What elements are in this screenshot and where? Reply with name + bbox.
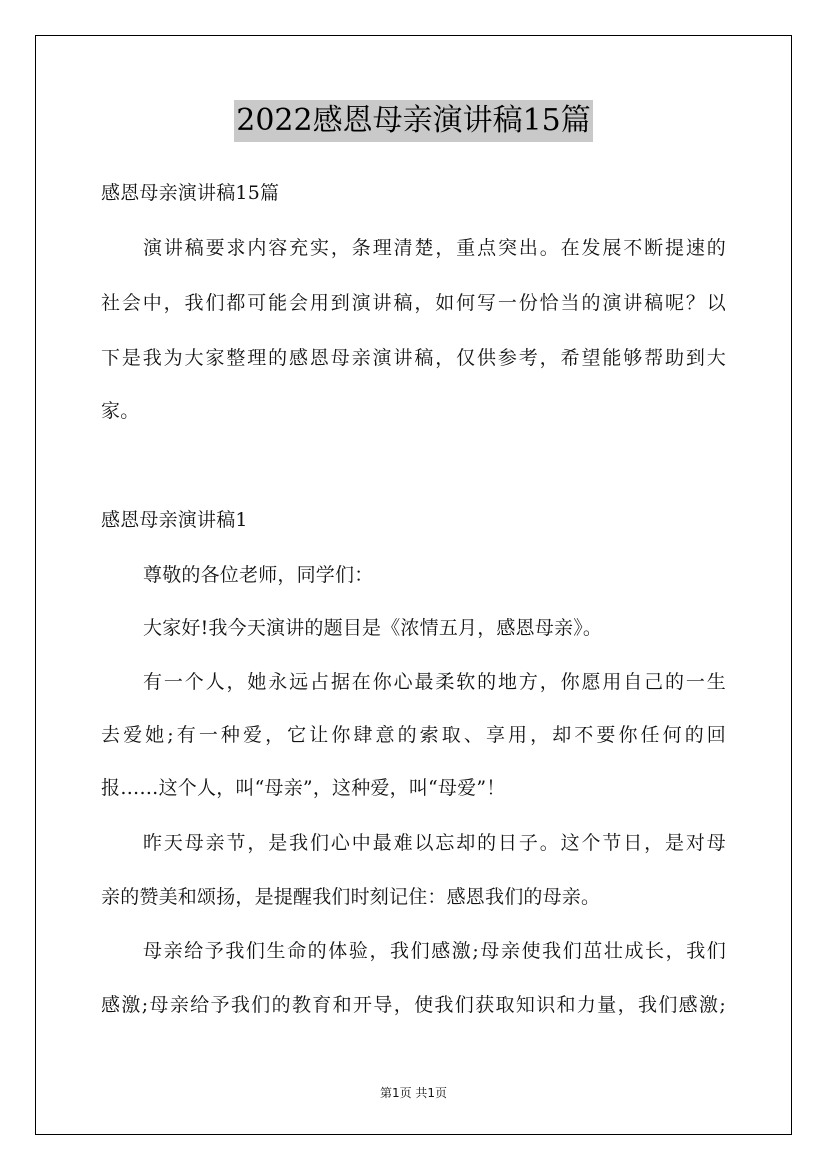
section-heading: 感恩母亲演讲稿1 (101, 509, 248, 531)
paragraph-line: 感激;母亲给予我们的教育和开导，使我们获取知识和力量，我们感激; (101, 994, 726, 1016)
paragraph-line: 亲的赞美和颂扬，是提醒我们时刻记住：感恩我们的母亲。 (101, 886, 601, 908)
intro-line: 演讲稿要求内容充实，条理清楚，重点突出。在发展不断提速的 (143, 237, 726, 259)
document-title: 2022感恩母亲演讲稿15篇 (234, 100, 593, 142)
title-wrap (0, 100, 827, 142)
paragraph-line: 有一个人，她永远占据在你心最柔软的地方，你愿用自己的一生 (143, 671, 726, 693)
hello-line: 大家好!我今天演讲的题目是《浓情五月，感恩母亲》。 (143, 617, 603, 639)
subtitle: 感恩母亲演讲稿15篇 (101, 182, 280, 204)
paragraph-line: 去爱她;有一种爱，它让你肆意的索取、享用，却不要你任何的回 (101, 724, 726, 746)
intro-line: 家。 (101, 400, 140, 422)
greeting: 尊敬的各位老师，同学们： (143, 564, 374, 586)
intro-line: 下是我为大家整理的感恩母亲演讲稿，仅供参考，希望能够帮助到大 (101, 347, 726, 369)
intro-line: 社会中，我们都可能会用到演讲稿，如何写一份恰当的演讲稿呢？以 (101, 292, 726, 314)
paragraph-line: 昨天母亲节，是我们心中最难以忘却的日子。这个节日，是对母 (143, 832, 726, 854)
paragraph-line: 母亲给予我们生命的体验，我们感激;母亲使我们茁壮成长，我们 (143, 940, 726, 962)
page-footer: 第1页 共1页 (379, 1086, 448, 1100)
paragraph-line: 报……这个人，叫“母亲”，这种爱，叫“母爱”！ (101, 777, 506, 799)
